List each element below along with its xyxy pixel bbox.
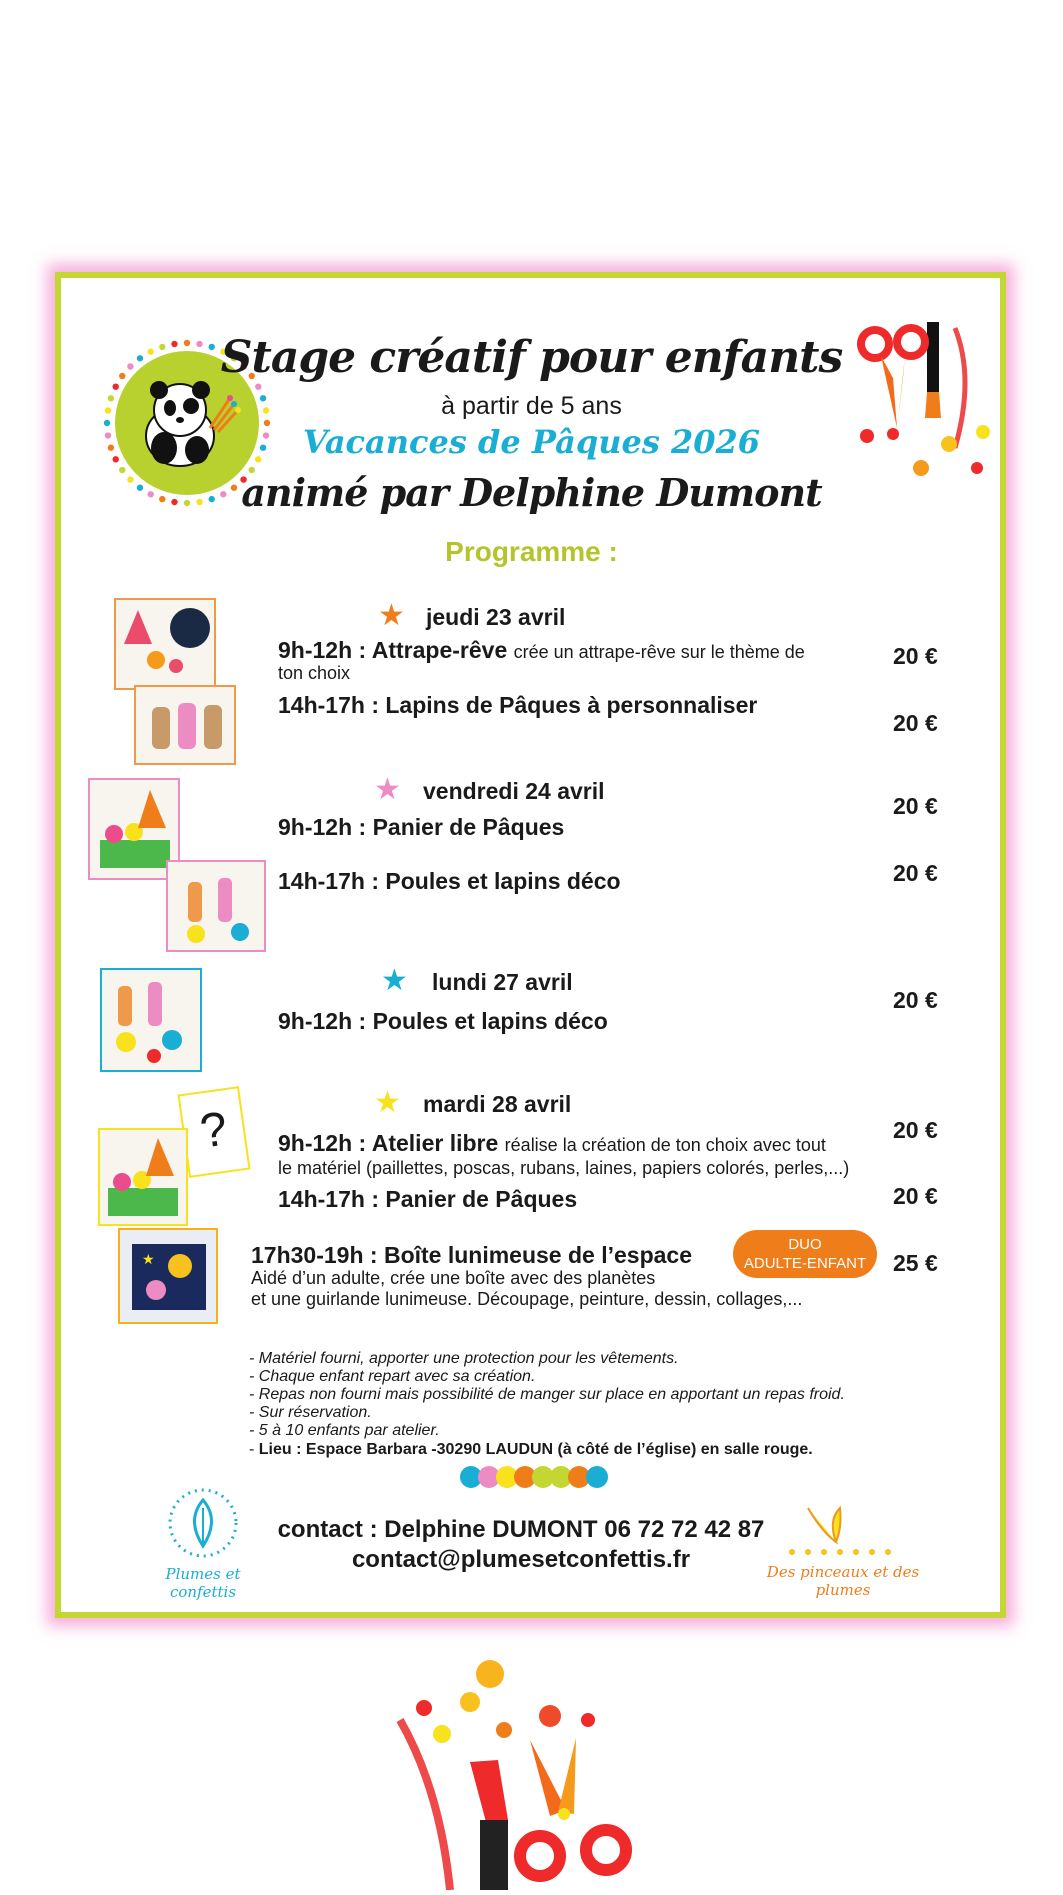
- session-title: Poules et lapins déco: [372, 1008, 608, 1034]
- easter-bunnies-photo: [134, 685, 236, 765]
- session-row: [278, 1130, 826, 1157]
- session-price: 20 €: [893, 793, 938, 819]
- session-title: Atelier libre: [371, 1130, 499, 1156]
- session-description: crée un attrape-rêve sur le thème de: [513, 642, 805, 662]
- session-title: Panier de Pâques: [385, 1186, 578, 1212]
- session-row: [251, 1242, 692, 1269]
- dreamcatcher-photo: [114, 598, 216, 690]
- session-time: 9h-12h :: [278, 637, 367, 663]
- star-icon: ★: [381, 964, 408, 997]
- day-heading: jeudi 23 avril: [426, 604, 566, 630]
- holiday-subtitle: Vacances de Pâques 2026: [302, 423, 761, 461]
- location-prefix: -: [249, 1441, 259, 1458]
- star-icon: ★: [374, 773, 401, 806]
- session-title: Boîte lunimeuse de l’espace: [383, 1242, 693, 1268]
- note-line: - Matériel fourni, apporter une protection pour les vêtements.: [249, 1350, 679, 1367]
- decorative-dot: [586, 1466, 608, 1488]
- day-heading: mardi 28 avril: [423, 1091, 572, 1117]
- session-row: [278, 1008, 608, 1035]
- session-price: 20 €: [893, 1183, 938, 1209]
- easter-basket-photo: [98, 1128, 188, 1226]
- ring-dot: [113, 383, 119, 389]
- session-description-cont: le matériel (paillettes, poscas, rubans, laines, papiers colorés, perles,...): [278, 1158, 850, 1178]
- star-icon: ★: [378, 599, 405, 632]
- session-description: Aidé d’un adulte, crée une boîte avec des planètes: [251, 1268, 656, 1288]
- session-description: réalise la création de ton choix avec tout: [504, 1135, 826, 1155]
- session-title: Poules et lapins déco: [385, 868, 621, 894]
- hens-bunnies-photo: [100, 968, 202, 1072]
- info-notes: [249, 1350, 845, 1460]
- session-price: 20 €: [893, 1117, 938, 1143]
- session-price: 20 €: [893, 643, 938, 669]
- star-icon: ★: [374, 1086, 401, 1119]
- pinceaux-logo-text: Des pinceaux et des plumes: [766, 1563, 920, 1599]
- duo-badge-line2: ADULTE-ENFANT: [743, 1255, 867, 1272]
- space-box-photo: [118, 1228, 218, 1324]
- bottom-scissors-brush-illustration: [380, 1650, 680, 1890]
- page-title: Stage créatif pour enfants: [220, 332, 843, 383]
- session-price: 20 €: [893, 710, 938, 736]
- duo-badge-line1: DUO: [788, 1236, 822, 1253]
- session-time: 14h-17h :: [278, 1186, 379, 1212]
- contact-phone: contact : Delphine DUMONT 06 72 72 42 87: [277, 1516, 765, 1543]
- session-time: 14h-17h :: [278, 868, 379, 894]
- animator-line: animé par Delphine Dumont: [241, 470, 822, 515]
- session-time: 9h-12h :: [278, 1130, 367, 1156]
- note-line: - Repas non fourni mais possibilité de manger sur place en apportant un repas froid.: [249, 1386, 845, 1403]
- note-line: - Sur réservation.: [249, 1404, 372, 1421]
- duo-badge: [733, 1230, 877, 1278]
- svg-text:★: ★: [142, 1251, 155, 1267]
- age-subtitle: à partir de 5 ans: [441, 392, 622, 420]
- question-mark: ?: [196, 1102, 231, 1159]
- day-heading: lundi 27 avril: [432, 969, 573, 995]
- session-time: 14h-17h :: [278, 692, 379, 718]
- session-time: 9h-12h :: [278, 1008, 367, 1034]
- location-text: Lieu : Espace Barbara -30290 LAUDUN (à côté de l’église) en salle rouge.: [258, 1441, 813, 1458]
- hens-bunnies-photo: [166, 860, 266, 952]
- session-description-cont: ton choix: [278, 663, 351, 683]
- day-heading: vendredi 24 avril: [423, 778, 605, 804]
- session-title: Panier de Pâques: [372, 814, 565, 840]
- session-row: [278, 868, 621, 895]
- ring-dot: [255, 383, 261, 389]
- session-row: [278, 637, 805, 664]
- session-price: 25 €: [893, 1250, 938, 1276]
- note-line: - Chaque enfant repart avec sa création.: [249, 1368, 536, 1385]
- note-line: - 5 à 10 enfants par atelier.: [249, 1422, 440, 1439]
- session-description-cont: et une guirlande lunimeuse. Découpage, peinture, dessin, collages,...: [251, 1289, 803, 1309]
- session-title: Lapins de Pâques à personnaliser: [385, 692, 758, 718]
- question-card: [177, 1086, 250, 1178]
- session-row: [278, 692, 757, 719]
- session-price: 20 €: [893, 860, 938, 886]
- plumes-logo-text: Plumes et confettis: [165, 1565, 241, 1601]
- session-time: 9h-12h :: [278, 814, 367, 840]
- session-row: [278, 814, 564, 841]
- programme-heading: Programme :: [445, 536, 618, 567]
- contact-email[interactable]: contact@plumesetconfettis.fr: [351, 1546, 691, 1573]
- session-row: [278, 1186, 577, 1213]
- session-price: 20 €: [893, 987, 938, 1013]
- session-time: 17h30-19h :: [251, 1242, 378, 1268]
- session-title: Attrape-rêve: [371, 637, 508, 663]
